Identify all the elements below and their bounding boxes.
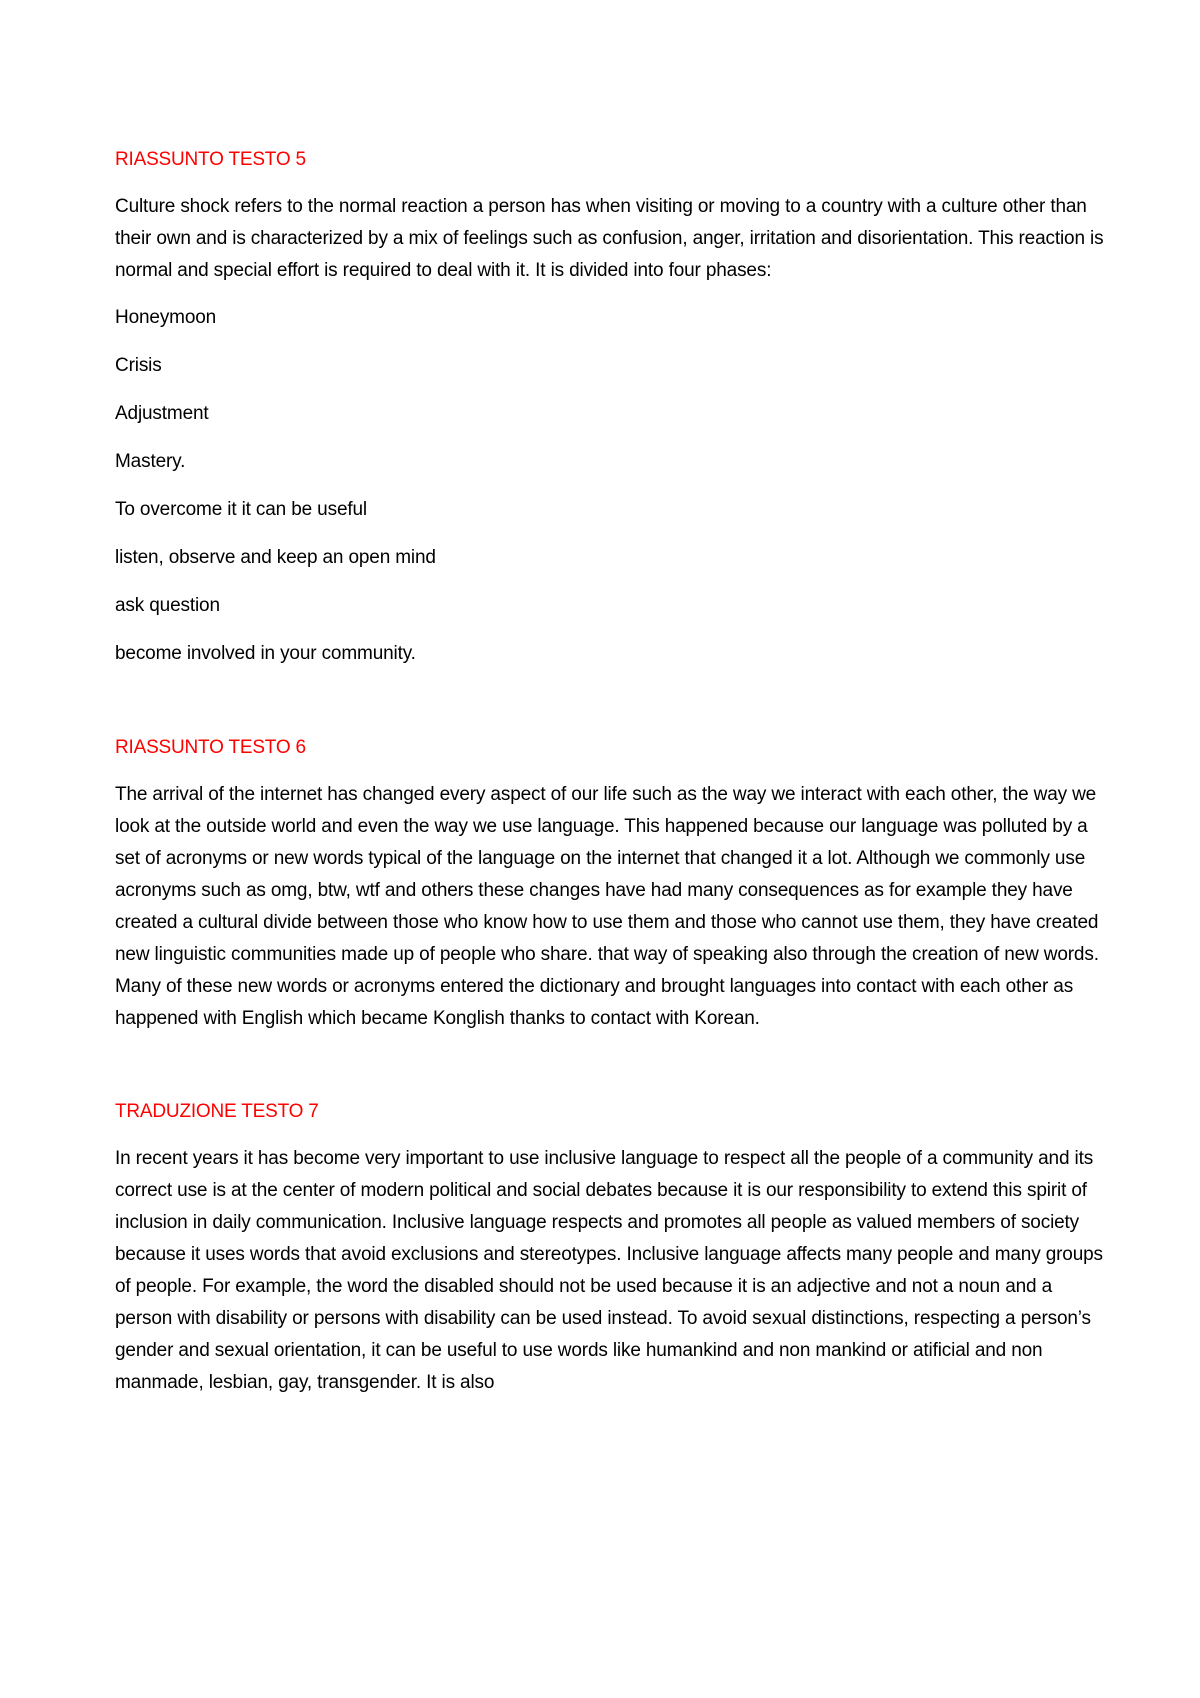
section-spacer [115,686,1105,732]
section-heading: RIASSUNTO TESTO 6 [115,737,306,758]
list-item: ask question [115,595,220,616]
section-paragraph: The arrival of the internet has changed every aspect of our life such as the way we interact with each other, the way we look at the outside world and even the way we use language. This happened because our language was polluted by a set of acronyms or new words typical of the language on the internet that changed it a lot. Although we commonly use acronyms such as omg, btw, wtf and others these changes have had many consequences as for example they have created a cultural divide between those who know how to use them and those who cannot use them, they have created new linguistic communities made up of people who share. that way of speaking also through the creation of new words. Many of these new words or acronyms entered the dictionary and brought languages into contact with each other as happened with English which became Konglish thanks to contact with Korean. [115,784,1099,1029]
section-paragraph: In recent years it has become very important to use inclusive language to respect all the people of a community and its correct use is at the center of modern political and social debates because it is our responsibility to extend this spirit of inclusion in daily communication. Inclusive language respects and promotes all people as valued members of society because it uses words that avoid exclusions and stereotypes. Inclusive language affects many people and many groups of people. For example, the word the disabled should not be used because it is an adjective and not a noun and a person with disability or persons with disability can be used instead. To avoid sexual distinctions, respecting a person’s gender and sexual orientation, it can be useful to use words like humankind and non mankind or atificial and non manmade, lesbian, gay, transgender. It is also [115,1148,1103,1393]
list-item: Adjustment [115,403,209,424]
section-paragraph: Culture shock refers to the normal reaction a person has when visiting or moving to a country with a culture other than their own and is characterized by a mix of feelings such as confusion, anger, irritation and disorientation. This reaction is normal and special effort is required to deal with it. It is divided into four phases: [115,196,1104,281]
section-riassunto-5 [115,144,1105,670]
list-item: To overcome it it can be useful [115,499,367,520]
section-heading: TRADUZIONE TESTO 7 [115,1101,319,1122]
list-item: become involved in your community. [115,643,416,664]
list-item: listen, observe and keep an open mind [115,547,436,568]
list-item: Crisis [115,355,162,376]
list-item: Mastery. [115,451,186,472]
section-traduzione-7 [115,1096,1105,1399]
section-spacer [115,1050,1105,1096]
section-riassunto-6 [115,732,1105,1035]
list-item: Honeymoon [115,307,217,328]
section-heading: RIASSUNTO TESTO 5 [115,149,306,170]
document-body [115,144,1105,1414]
